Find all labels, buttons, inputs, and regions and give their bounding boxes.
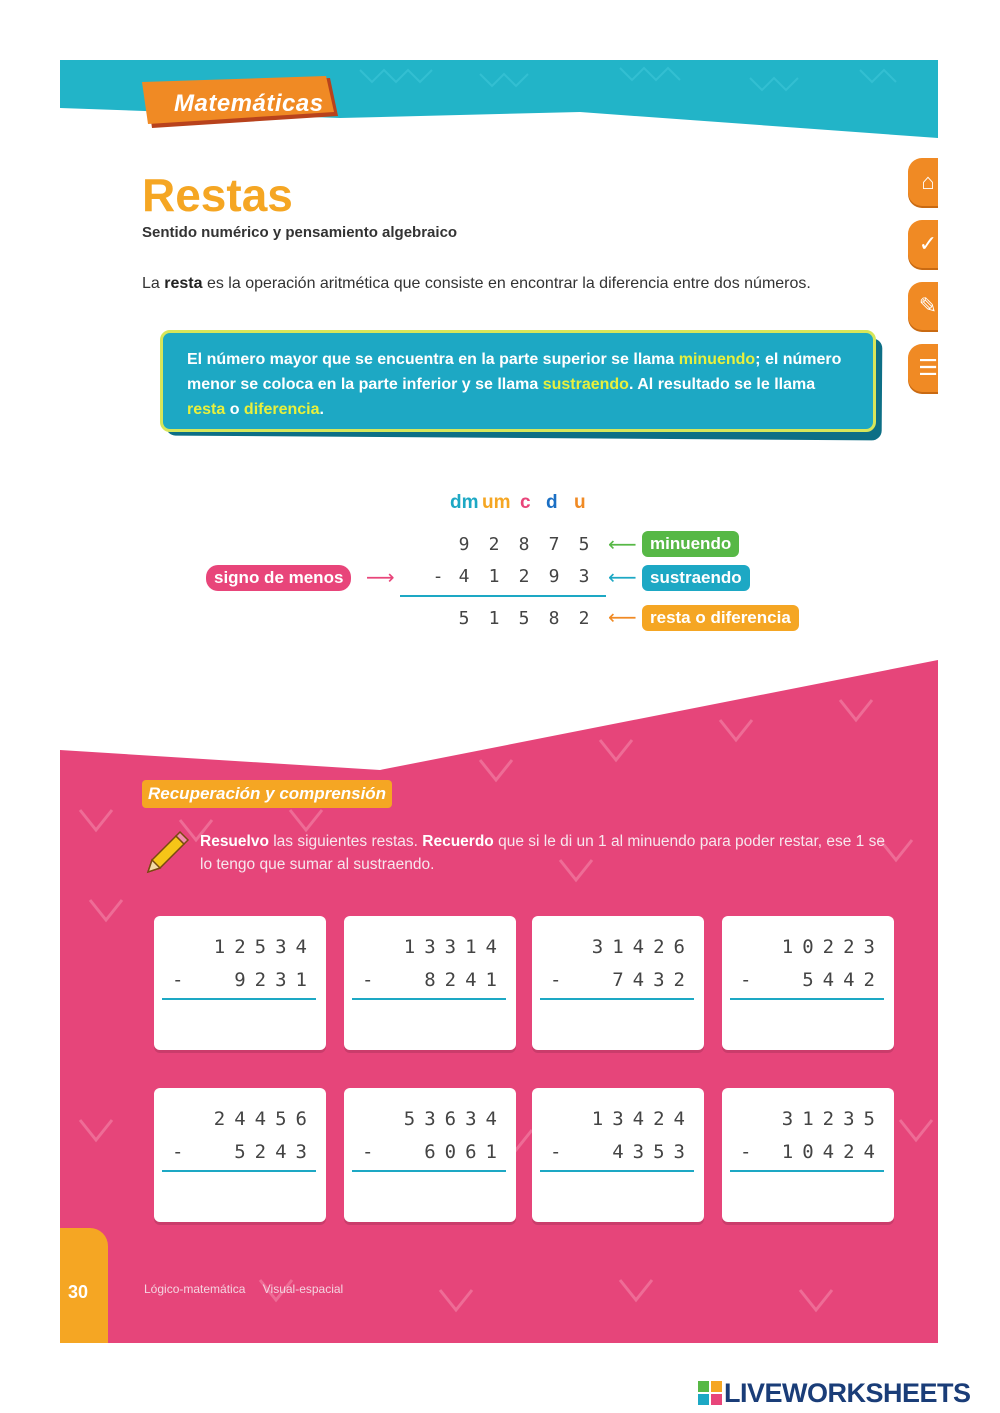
subtrahend: 10424 [781,1141,884,1163]
minus-sign: - [550,969,562,991]
digit: 9 [548,566,560,587]
digit: 2 [518,566,530,587]
minuend: 24456 [213,1108,316,1130]
info-text: ; el número menor se coloca en la parte inferior y se llama [187,351,842,393]
arrow-resta: ⟵ [608,607,637,629]
check-icon[interactable]: ✓ [908,220,938,268]
liveworksheets-brand[interactable] [698,1378,971,1409]
arrow-signo: ⟶ [366,567,395,589]
definition-text [142,275,811,293]
subtrahend: 4353 [612,1141,694,1163]
exercise-card-7[interactable] [532,1088,704,1222]
digit: 5 [458,608,470,629]
answer-line [730,998,884,1000]
minuend: 10223 [781,936,884,958]
logic-math-label: Lógico-matemática [144,1282,246,1296]
minus-sign: - [172,1141,184,1163]
instructions-bold: Resuelvo [200,833,269,850]
info-term-sustraendo: sustraendo [542,376,629,393]
exercise-card-4[interactable] [722,916,894,1050]
worksheet-page [60,60,938,1343]
minuend: 31235 [781,1108,884,1130]
label-resta-diferencia: resta o diferencia [642,605,799,631]
info-box [160,330,876,432]
digit: 2 [488,534,500,555]
answer-line [540,998,694,1000]
info-term-resta: resta [187,401,226,418]
digit: 1 [488,608,500,629]
instructions-part: que si le di un 1 al minuendo para poder restar, ese 1 se lo tengo que sumar al sustraendo. [200,833,885,873]
exercise-card-8[interactable] [722,1088,894,1222]
definition-term: resta [164,275,203,292]
subtrahend: 5243 [234,1141,316,1163]
exercise-card-6[interactable] [344,1088,516,1222]
subtrahend: 8241 [424,969,506,991]
minus-sign: - [362,969,374,991]
footer-competencies [144,1282,357,1296]
digit: 9 [458,534,470,555]
instructions-bold: Recuerdo [422,833,494,850]
exercise-card-5[interactable] [154,1088,326,1222]
label-minuendo: minuendo [642,531,739,557]
digit: 7 [548,534,560,555]
label-sustraendo: sustraendo [642,565,750,591]
notes-icon[interactable]: ☰ [908,344,938,392]
section-tag: Recuperación y comprensión [142,780,392,808]
page-subtitle: Sentido numérico y pensamiento algebraico [142,224,458,241]
subtrahend: 9231 [234,969,316,991]
minuend: 13424 [591,1108,694,1130]
info-term-minuendo: minuendo [678,351,756,368]
digit: 5 [578,534,590,555]
info-term-diferencia: diferencia [243,401,320,418]
place-dm: dm [450,492,479,513]
definition-rest: es la operación aritmética que consiste en encontrar la diferencia entre dos números. [202,275,811,292]
subject-tag: Matemáticas [174,90,324,117]
arrow-sustraendo: ⟵ [608,567,637,589]
minus-sign: - [550,1141,562,1163]
exercise-card-1[interactable] [154,916,326,1050]
answer-line [540,1170,694,1172]
info-text: El número mayor que se encuentra en la parte superior se llama [187,351,679,368]
instructions-text [200,830,890,876]
place-d: d [546,492,558,513]
place-um: um [482,492,511,513]
digit: 8 [548,608,560,629]
definition-prefix: La [142,275,160,292]
subtrahend: 5442 [802,969,884,991]
subtrahend: 7432 [612,969,694,991]
digit: 2 [578,608,590,629]
result-line [400,595,606,597]
page-title: Restas [142,169,293,221]
place-u: u [574,492,586,513]
brand-name: LIVEWORKSHEETS [724,1378,971,1408]
digit: 8 [518,534,530,555]
liveworksheets-logo-icon [698,1381,722,1405]
minus-sign: - [740,1141,752,1163]
digit: 5 [518,608,530,629]
exercise-card-2[interactable] [344,916,516,1050]
instructions-part: las siguientes restas. [268,833,423,850]
answer-line [352,998,506,1000]
digit: 3 [578,566,590,587]
digit: 4 [458,566,470,587]
minuend: 12534 [213,936,316,958]
minus-sign: - [740,969,752,991]
minus-sign: - [432,566,444,587]
minuend: 31426 [591,936,694,958]
page-number: 30 [68,1282,89,1302]
place-c: c [520,492,531,513]
minuend: 13314 [403,936,506,958]
minus-sign: - [172,969,184,991]
answer-line [162,1170,316,1172]
info-text: . Al resultado se le llama [628,376,816,393]
answer-line [352,1170,506,1172]
exercise-card-3[interactable] [532,916,704,1050]
subtrahend: 6061 [424,1141,506,1163]
info-text: . [319,401,324,418]
answer-line [162,998,316,1000]
info-text: o [225,401,244,418]
pencil-icon [142,828,190,876]
visual-spatial-label: Visual-espacial [262,1282,344,1296]
arrow-minuendo: ⟵ [608,534,637,556]
answer-line [730,1170,884,1172]
minus-sign: - [362,1141,374,1163]
label-signo-menos: signo de menos [206,565,351,591]
digit: 1 [488,566,500,587]
minuend: 53634 [403,1108,506,1130]
home-icon[interactable]: ⌂ [908,158,938,206]
compass-icon[interactable]: ✎ [908,282,938,330]
